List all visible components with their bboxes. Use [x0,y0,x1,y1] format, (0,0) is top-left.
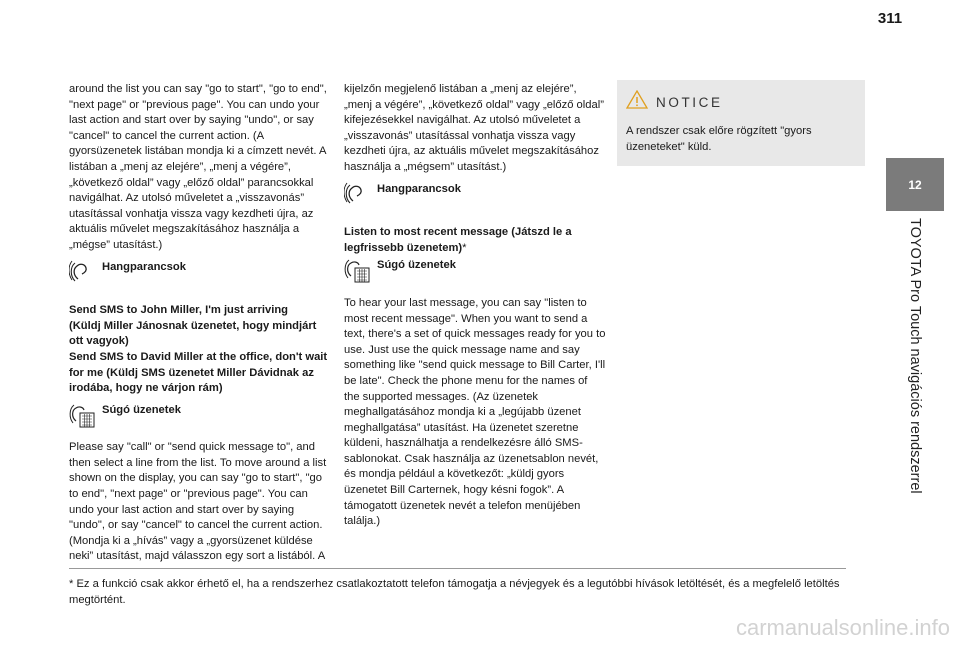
chapter-tab [886,158,944,211]
help-message-label: Súgó üzenetek [377,259,456,272]
notice-text: A rendszer csak előre rögzített "gyors üzeneteket" küld. [626,125,812,153]
voice-command-icon [69,258,96,288]
help-message-heading [69,401,331,435]
footnote: * Ez a funkció csak akkor érhető el, ha a rendszerhez csatlakoztatott telefon támogatja a névjegyek és a legutóbbi hívások letöltését, és a megfelelő letöltés megtörtént. [69,578,840,606]
column-2 [344,82,606,530]
chapter-title: TOYOTA Pro Touch navigációs rendszerrel [907,218,923,494]
chapter-title-wrap [886,218,944,523]
voice-command-heading [69,258,331,288]
voice-command-icon [344,180,371,210]
footnote-mark: * [462,241,467,254]
sms-command-2: Send SMS to David Miller at the office, don't wait for me (Küldj SMS üzenetet Miller Dávidnak az irodába, hogy ne várjon rám) [69,350,328,395]
voice-command-label: Hangparancsok [102,260,186,273]
listen-command [344,225,606,256]
notice-box [617,80,865,166]
col1-intro: around the list you can say "go to start", "go to end", "next page" or "previous page". You can undo your last action and start over by saying "undo", or say "cancel" to cancel the current action. (A gyorsüzenetek listában mondja ki a címzett nevét. A listában a „menj az elejére”, „menj a végére”, „következő oldal” vagy „előző oldal” parancsokkal navigálhat. Az utolsó műveletet a „visszavonás” utasítással vonhatja vissza vagy kezdheti újra, az aktuális művelet megszakításához használja a „mégse” utasítást.) [69,83,327,251]
warning-triangle-icon [626,90,648,114]
sms-command-1-translation: (Küldj Miller Jánosnak üzenetet, hogy mindjárt ott vagyok) [69,319,317,348]
sms-command-1: Send SMS to John Miller, I'm just arriving [69,304,288,317]
chapter-number: 12 [908,177,922,192]
notice-title: NOTICE [656,94,723,110]
help-message-icon [69,401,96,435]
listen-command-text: Listen to most recent message (Játszd le a legfrissebb üzenetem) [344,226,572,254]
help-message-icon [344,256,371,290]
page-number: 311 [877,10,903,27]
col2-intro: kijelzőn megjelenő listában a „menj az elejére”, „menj a végére”, „következő oldal” vagy „előző oldal” kifejezésekkel navigálhat. Az utolsó műveletet a „visszavonás” utasítással vonhatja vissza vagy kezdheti újra, az aktuális művelet megszakításához használja a „mégsem” utasítást.) [344,83,604,173]
col2-help-text: To hear your last message, you can say "listen to most recent message". When you want to send a text, there's a set of quick messages ready for you to use. Just use the quick message name and say something like "send quick message to Bill Carter, I'll be late". Check the phone menu for the names of the supported messages. (Az üzenetek meghallgatásához mondja ki a „legújabb üzenet meghallgatása” utasítást. Ha üzenetet szeretne küldeni, használhatja a rendelkezésre álló SMS-sablonokat. Csak használja az üzenetsablon nevét, és mondja például a következőt: „küldj gyors üzenetet Bill Carternek, hogy késni fogok”. A támogatott üzenetek nevét a telefon menüjében találja.) [344,296,606,528]
col1-help-text: Please say "call" or "send quick message to", and then select a line from the list. To move around a list shown on the display, you can say "go to start", "go to end", "next page" or "previous page". You can undo your last action and start over by saying "undo", or say "cancel" to cancel the current action. (Mondja ki a „hívás” vagy a „gyorsüzenet küldése neki” utasítást, majd válasszon egy sort a listából. A [69,441,327,563]
help-message-heading-2 [344,256,606,290]
notice-header [626,90,865,114]
voice-command-label: Hangparancsok [377,182,461,195]
voice-command-heading-2 [344,180,606,210]
watermark: carmanualsonline.info [735,615,950,640]
column-1 [69,82,331,565]
footnote-divider [69,568,846,569]
help-message-label: Súgó üzenetek [102,403,181,416]
